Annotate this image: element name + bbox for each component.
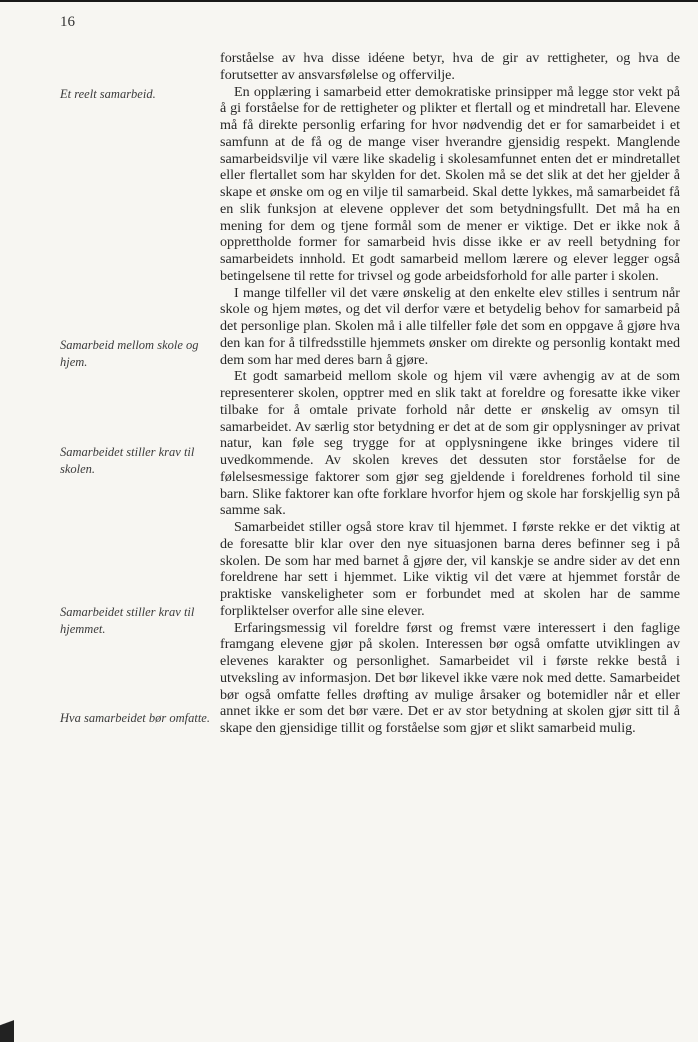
margin-note-hva-samarbeidet-omfatte: Hva samarbeidet bør omfatte.: [60, 711, 210, 725]
paragraph-hva-samarbeidet-omfatte: Erfaringsmessig vil foreldre først og fremst være interessert i den faglige framgang elevene gjør på skolen. Interessen bør også omfatte utviklingen av elevenes karakter og personlighet. Samarbeidet vil i første rekke bestå i utveksling av informasjon. Det bør likevel ikke være nok med dette. Samarbeidet bør også omfatte felles drøfting av mulige årsaker og botemidler når et eller annet ikke er som det bør være. Det er av stor betydning at skolen gjør sitt til å skape den gjensidige tillit og forståelse som gjør et slikt samarbeid mulig.: [220, 619, 680, 736]
margin-note-skole-og-hjem: Samarbeid mellom skole og hjem.: [60, 338, 199, 369]
body-text: [220, 50, 680, 737]
paragraph-continuation: forståelse av hva disse idéene betyr, hva de gir av rettigheter, og hva de forutsetter av ansvarsfølelse og offervilje.: [220, 50, 680, 83]
paragraph-krav-til-skolen: Et godt samarbeid mellom skole og hjem vil være avhengig av at de som representerer skolen, opptrer med en slik takt at foreldre og foresatte ikke viker tilbake for å omtale private forhold når dette er ønskelig av omsyn til samarbeidet. Av særlig stor betydning er det at de som gir opplysninger av privat natur, kan føle seg trygge for at opplysningene ikke bringes videre til uvedkommende. Av skolen kreves det dessuten stor forståelse for de følelsesmessige faktorer som gjør seg gjeldende i foreldrenes forhold til sine barn. Slike faktorer kan ofte forklare hvorfor hjem og skole har forskjellig syn på samme sak.: [220, 368, 680, 519]
scan-edge-mark: [0, 1010, 14, 1042]
page-number: 16: [60, 14, 75, 30]
margin-note-krav-til-hjemmet: Samarbeidet stiller krav til hjemmet.: [60, 605, 195, 636]
margin-note-reelt-samarbeid: Et reelt samarbeid.: [60, 87, 156, 101]
paragraph-demokratisk-samarbeid: En opplæring i samarbeid etter demokratiske prinsipper må legge stor vekt på å gi forståelse for de rettigheter og plikter et flertall og et mindretall har. Elevene må få direkte personlig erfaring for hvor nødvendig det er for samarbeidet i et samfunn at de få og de mange viser hverandre gjensidig respekt. Manglende samarbeidsvilje vil være like skadelig i skolesamfunnet enten det er mindretallet eller flertallet som har skylden for det. Skolen må se det slik at det her gjelder å skape et ønske om og en vilje til samarbeid. Skal dette lykkes, må samarbeidet få en slik funksjon at elevene opplever det som betydningsfullt. Det må ha en mening for dem og tjene formål som de mener er viktige. Det er ikke nok å opprettholde former for samarbeid hvis disse ikke er av reell betydning for samarbeidets innhold. Et godt samarbeid mellom lærere og elever legger også betingelsene til rette for trivsel og gode arbeidsforhold for alle parter i skolen.: [220, 83, 680, 284]
paragraph-krav-til-hjemmet: Samarbeidet stiller også store krav til hjemmet. I første rekke er det viktig at de foresatte blir klar over den nye situasjonen barna deres befinner seg i på skolen. De som har med barnet å gjøre der, vil kanskje se andre sider av det enn foreldrene har sett i hjemmet. Like viktig vil det være at hjemmet forstår de praktiske vanskeligheter som er forbundet med at skolen har de samme forpliktelser overfor alle sine elever.: [220, 519, 680, 619]
top-rule: [0, 0, 698, 2]
paragraph-skole-og-hjem: I mange tilfeller vil det være ønskelig at den enkelte elev stilles i sentrum når skole og hjem møtes, og det vil derfor være et betydelig behov for samarbeid på det personlige plan. Skolen må i alle tilfeller føle det som en oppgave å gjøre hva den kan for å tilfredsstille hjemmets ønsker om direkte og personlig kontakt med dem som har med deres barn å gjøre.: [220, 284, 680, 368]
margin-note-krav-til-skolen: Samarbeidet stiller krav til skolen.: [60, 445, 195, 476]
